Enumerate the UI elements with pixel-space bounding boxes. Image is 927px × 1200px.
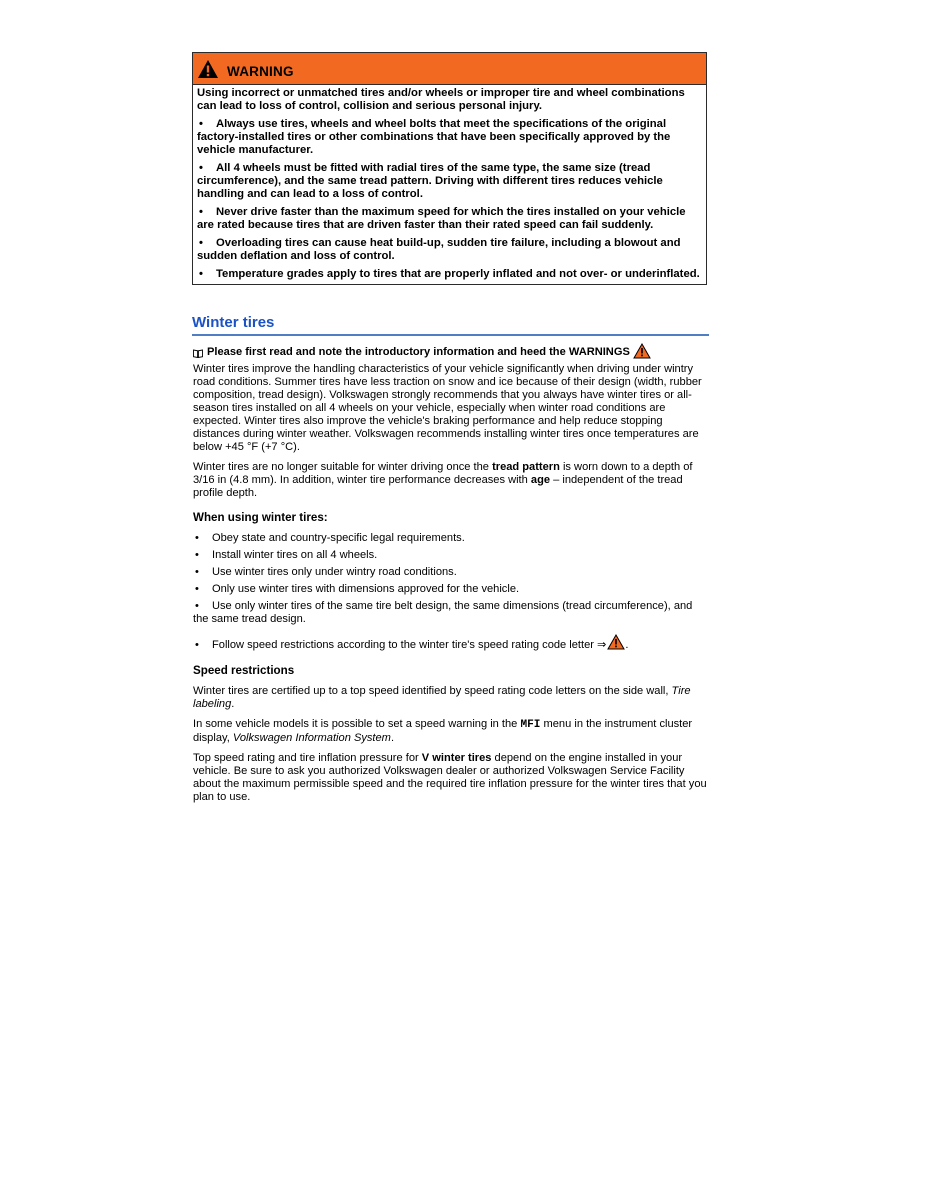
bullet-icon: • [199,268,203,280]
speed-heading: Speed restrictions [193,664,295,677]
warning-bullet: • Never drive faster than the maximum speed for which the tires installed on your vehicle are rated because tires that are driven faster than their rated speed can fail suddenly. [197,206,686,231]
list-item: • Obey state and country-specific legal requirements. [195,532,465,544]
section-title: Winter tires [192,314,709,336]
list-item: • Install winter tires on all 4 wheels. [195,549,378,561]
warning-header [193,53,706,85]
warning-box [192,52,707,285]
list-item: • Use winter tires only under wintry road conditions. [195,566,457,578]
list-item: • Only use winter tires with dimensions approved for the vehicle. [195,583,520,595]
book-icon [193,349,203,358]
warning-body [193,85,706,284]
list-item: • Follow speed restrictions according to the winter tire's speed rating code letter ⇒ . [193,634,708,652]
warning-triangle-icon [197,59,219,79]
bullet-icon: • [195,549,199,561]
paragraph-1: Winter tires improve the handling characteristics of your vehicle significantly when driving under wintry road conditions. Summer tires have less traction on snow and ice because of their design (width, rubber composition, tread design). Volkswagen strongly recommends that you always have winter tires or all-season tires installed on all 4 wheels on your vehicle, especially when winter road conditions are expected. Winter tires also improve the vehicle's braking performance and help reduce stopping distances during winter weather. Volkswagen recommends installing winter tires once temperatures are below +45 °F (+7 °C). [193,363,702,453]
warning-title: WARNING [227,64,294,79]
bullet-icon: • [195,566,199,578]
warning-triangle-icon[interactable] [607,634,625,650]
speed-paragraph-1: Winter tires are certified up to a top speed identified by speed rating code letters on the side wall, Tire labeling. [193,685,691,710]
warning-bullet: • Always use tires, wheels and wheel bolts that meet the specifications of the original factory-installed tires or other combinations that have been specifically approved by the vehicle manufacturer. [197,118,671,156]
warning-intro: Using incorrect or unmatched tires and/or wheels or improper tire and wheel combinations can lead to loss of control, collision and serious personal injury. [197,87,685,112]
speed-paragraph-3: Top speed rating and tire inflation pressure for V winter tires depend on the engine installed in your vehicle. Be sure to ask you authorized Volkswagen dealer or authorized Volkswagen Service Facility about the maximum permissible speed and the required tire inflation pressure for the winter tires that you plan to use. [193,752,707,803]
warning-bullet: • Temperature grades apply to tires that are properly inflated and not over- or underinflated. [199,268,700,280]
warning-bullet: • Overloading tires can cause heat build-up, sudden tire failure, including a blowout and sudden deflation and loss of control. [197,237,681,262]
paragraph-2: Winter tires are no longer suitable for winter driving once the tread pattern is worn down to a depth of 3/16 in (4.8 mm). In addition, winter tire performance decreases with age – independent of the tread profile depth. [193,461,693,499]
speed-paragraph-2: In some vehicle models it is possible to set a speed warning in the MFI menu in the instrument cluster display, Volkswagen Information System. [193,718,693,744]
bullet-icon: • [195,583,199,595]
bullet-icon: • [199,118,203,130]
bullet-icon: • [195,639,199,651]
warning-triangle-icon[interactable] [633,343,651,359]
bullet-icon: • [199,206,203,218]
list-item: • Use only winter tires of the same tire belt design, the same dimensions (tread circumference), and the same tread design. [193,600,693,625]
bullet-icon: • [195,532,199,544]
vw-info-system-link[interactable]: Volkswagen Information System [232,732,391,744]
bullet-icon: • [199,237,203,249]
using-heading: When using winter tires: [193,511,328,524]
section-content [193,343,708,811]
tire-labeling-link[interactable]: Tire labeling [193,685,691,710]
bullet-icon: • [199,162,203,174]
bullet-icon: • [195,600,199,612]
intro-note: Please first read and note the introductory information and heed the WARNINGS [193,343,708,359]
warning-bullet: • All 4 wheels must be fitted with radial tires of the same type, the same size (tread circumference), and the same tread pattern. Driving with different tires reduces vehicle handling and can lead to a loss of control. [197,162,663,200]
